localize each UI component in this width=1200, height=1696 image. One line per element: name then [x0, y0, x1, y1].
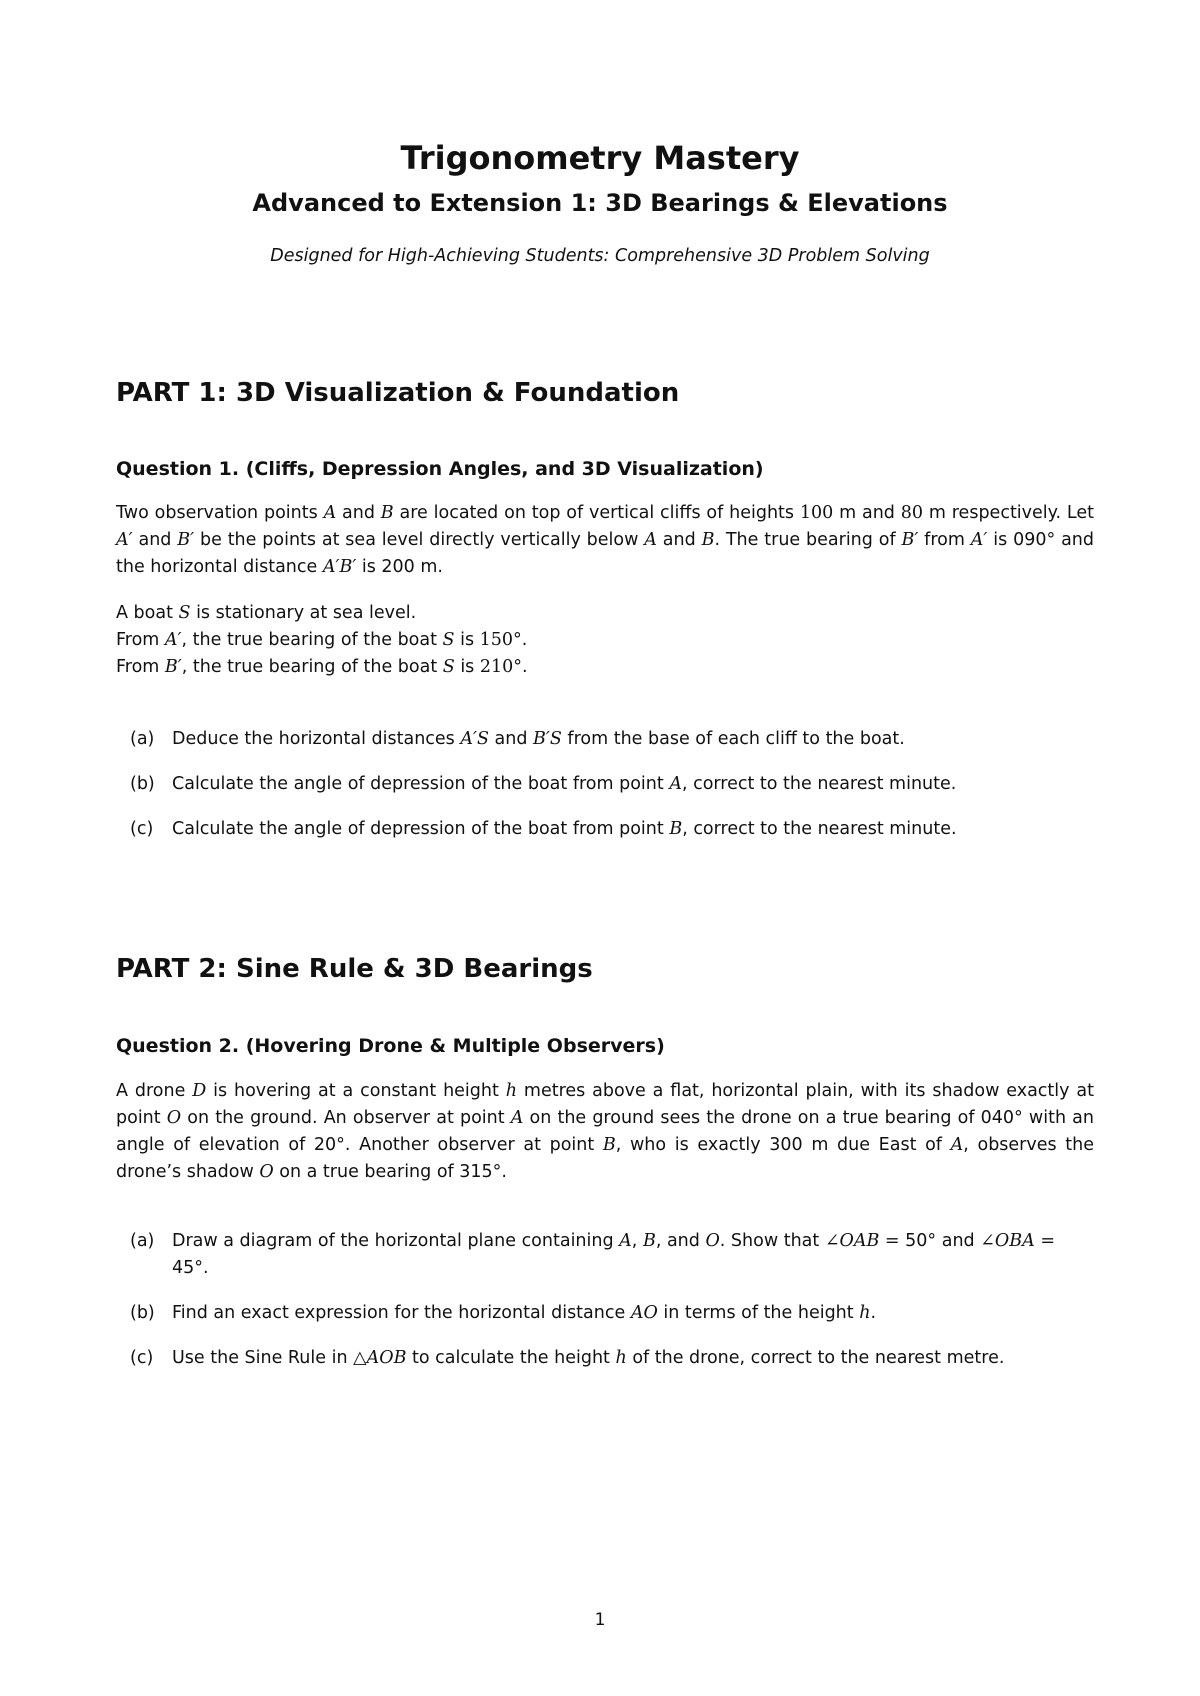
part-text: Find an exact expression for the horizontal distance AO in terms of the height h. — [172, 1303, 877, 1323]
part2-section — [116, 952, 1094, 986]
question2-intro — [116, 1078, 1094, 1186]
document-tagline: Designed for High-Achieving Students: Comprehensive 3D Problem Solving — [270, 246, 930, 266]
part-label: (a) — [130, 729, 155, 749]
question2-part-b — [116, 1300, 1094, 1327]
document-title: Trigonometry Mastery — [400, 139, 800, 177]
part2-heading: PART 2: Sine Rule & 3D Bearings — [116, 954, 593, 984]
question1-part-a — [116, 726, 1094, 753]
question2-parts — [116, 1228, 1094, 1372]
question2-block — [116, 1033, 1094, 1059]
part-label: (c) — [130, 819, 154, 839]
part-text: Calculate the angle of depression of the boat from point B, correct to the nearest minute. — [172, 819, 957, 839]
part-label: (c) — [130, 1348, 154, 1368]
part-label: (b) — [130, 774, 155, 794]
question1-line-from-b: From B′, the true bearing of the boat S is 210°. — [116, 657, 528, 677]
part-text: Calculate the angle of depression of the boat from point A, correct to the nearest minute. — [172, 774, 957, 794]
page-number: 1 — [594, 1610, 606, 1630]
question1-line-from-a: From A′, the true bearing of the boat S is 150°. — [116, 630, 528, 650]
question2-part-c — [116, 1345, 1094, 1372]
question1-part-c — [116, 816, 1094, 843]
question1-intro — [116, 500, 1094, 581]
part1-section — [116, 376, 1094, 410]
question1-parts — [116, 726, 1094, 843]
question1-paragraph-1: Two observation points A and B are located on top of vertical cliffs of heights 100 m and 80 m respectively. Let A′ and B′ be the points at sea level directly vertically below A and B. The true bearing of B′ from A′ is 090° and the horizontal distance A′B′ is 200 m. — [116, 503, 1094, 577]
part-text: Deduce the horizontal distances A′S and B′S from the base of each cliff to the boat. — [172, 729, 905, 749]
question1-block — [116, 456, 1094, 482]
question1-heading: Question 1. (Cliffs, Depression Angles, and 3D Visualization) — [116, 458, 764, 480]
question1-part-b — [116, 771, 1094, 798]
part-label: (b) — [130, 1303, 155, 1323]
question2-paragraph-1: A drone D is hovering at a constant height h metres above a flat, horizontal plain, with its shadow exactly at point O on the ground. An observer at point A on the ground sees the drone on a true bearing of 040° with an angle of elevation of 20°. Another observer at point B, who is exactly 300 m due East of A, observes the drone’s shadow O on a true bearing of 315°. — [116, 1081, 1094, 1182]
question1-line-boat: A boat S is stationary at sea level. — [116, 603, 417, 623]
part-text: Draw a diagram of the horizontal plane containing A, B, and O. Show that ∠OAB = 50° and ∠OBA = 45°. — [172, 1231, 1056, 1278]
document-subtitle: Advanced to Extension 1: 3D Bearings & Elevations — [252, 189, 948, 217]
question2-part-a — [116, 1228, 1094, 1282]
question2-heading: Question 2. (Hovering Drone & Multiple Observers) — [116, 1035, 665, 1057]
part1-heading: PART 1: 3D Visualization & Foundation — [116, 378, 680, 408]
question1-boat-info — [116, 600, 1094, 681]
part-label: (a) — [130, 1231, 155, 1251]
part-text: Use the Sine Rule in △AOB to calculate the height h of the drone, correct to the nearest metre. — [172, 1348, 1005, 1368]
